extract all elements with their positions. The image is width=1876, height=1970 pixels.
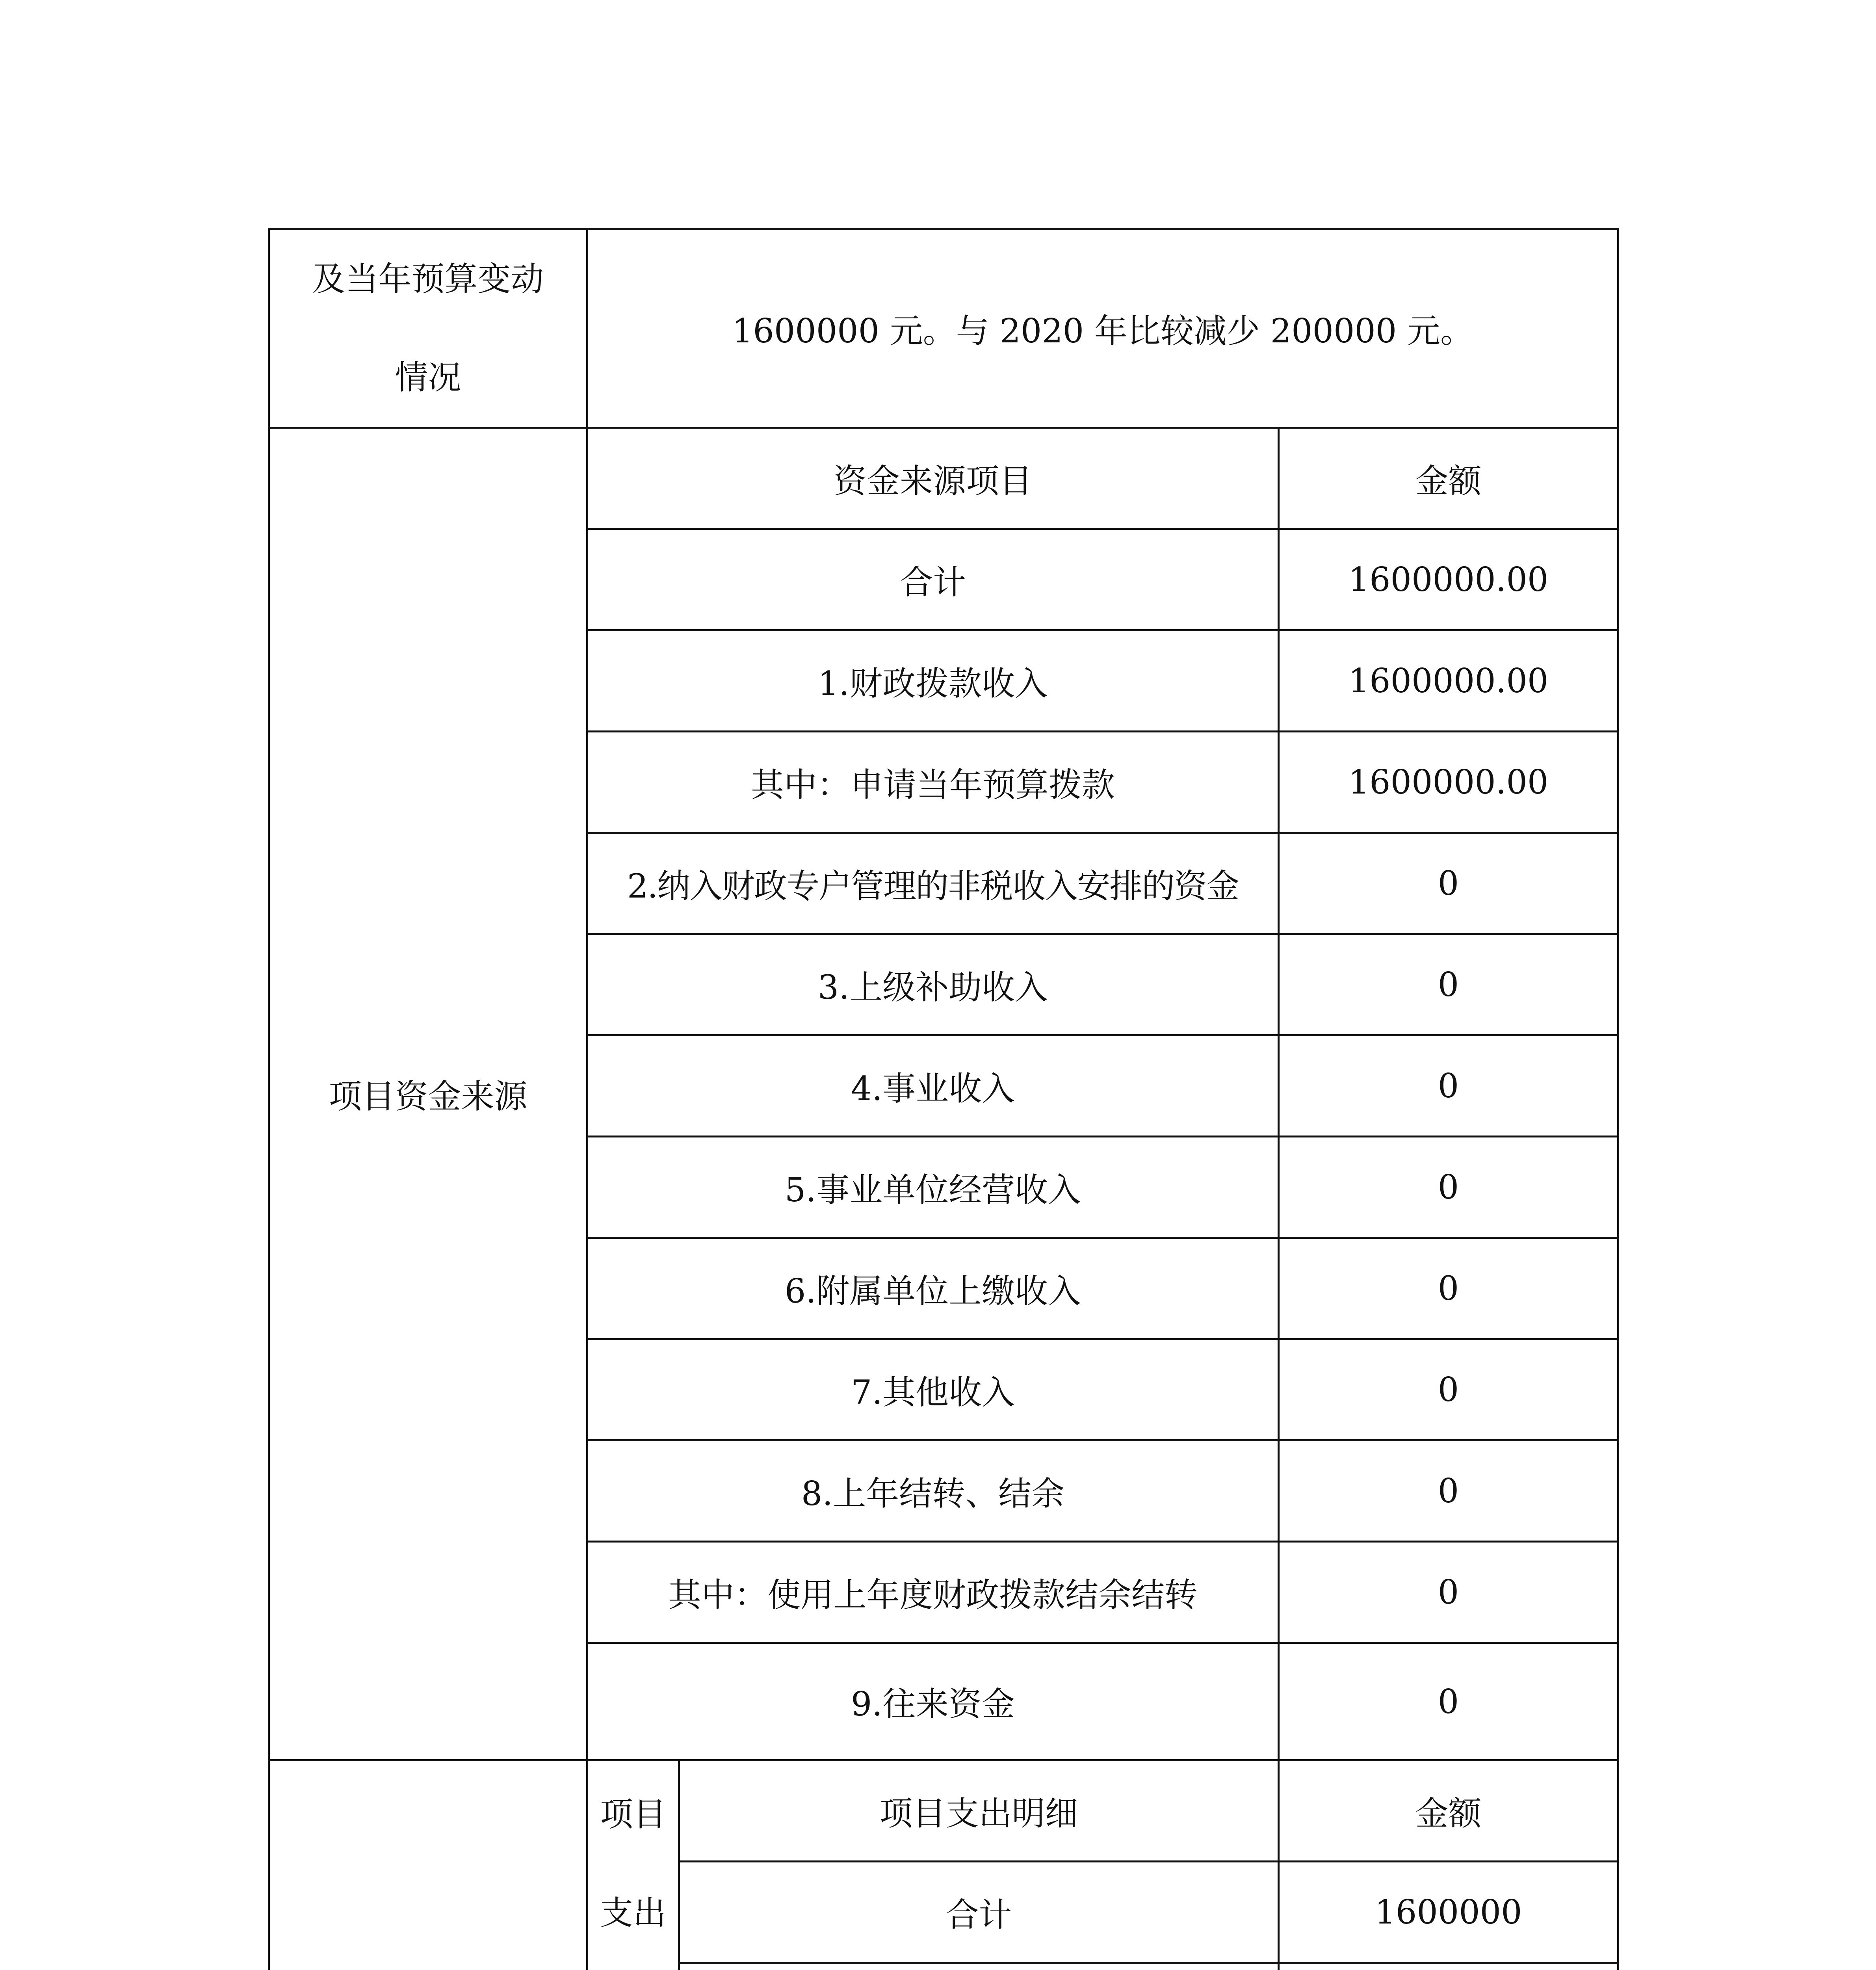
budget-change-label: 及当年预算变动 情况 — [269, 229, 587, 428]
funding-item: 8.上年结转、结余 — [587, 1440, 1279, 1542]
expenditure-sub-label: 项目 支出 — [587, 1760, 679, 1970]
expenditure-item — [679, 1963, 1279, 1970]
expenditure-header-row — [269, 1760, 1618, 1862]
funding-source-label: 项目资金来源 — [269, 428, 587, 1760]
funding-amount: 0 — [1279, 1137, 1618, 1238]
funding-amount: 1600000.00 — [1279, 529, 1618, 630]
funding-amount: 1600000.00 — [1279, 630, 1618, 732]
funding-amount: 1600000.00 — [1279, 732, 1618, 833]
funding-item: 5.事业单位经营收入 — [587, 1137, 1279, 1238]
funding-item: 其中：使用上年度财政拨款结余结转 — [587, 1542, 1279, 1643]
funding-item: 其中：申请当年预算拨款 — [587, 732, 1279, 833]
budget-change-row — [269, 229, 1618, 428]
funding-amount: 0 — [1279, 1643, 1618, 1760]
funding-item: 6.附属单位上缴收入 — [587, 1238, 1279, 1339]
expenditure-item: 合计 — [679, 1862, 1279, 1963]
funding-amount: 0 — [1279, 1440, 1618, 1542]
funding-amount: 0 — [1279, 1339, 1618, 1440]
funding-item: 2.纳入财政专户管理的非税收入安排的资金 — [587, 833, 1279, 934]
funding-item: 4.事业收入 — [587, 1035, 1279, 1137]
budget-change-content: 1600000 元。与 2020 年比较减少 200000 元。 — [587, 229, 1618, 428]
funding-item: 合计 — [587, 529, 1279, 630]
funding-amount: 0 — [1279, 934, 1618, 1035]
expenditure-amount — [1279, 1963, 1618, 1970]
funding-amount: 0 — [1279, 833, 1618, 934]
funding-item: 3.上级补助收入 — [587, 934, 1279, 1035]
funding-amount: 0 — [1279, 1238, 1618, 1339]
expenditure-label — [269, 1760, 587, 1970]
expenditure-amount: 1600000 — [1279, 1862, 1618, 1963]
funding-item: 1.财政拨款收入 — [587, 630, 1279, 732]
funding-header-item: 资金来源项目 — [587, 428, 1279, 529]
funding-amount: 0 — [1279, 1035, 1618, 1137]
expenditure-header-item: 项目支出明细 — [679, 1760, 1279, 1862]
funding-header-amount: 金额 — [1279, 428, 1618, 529]
funding-amount: 0 — [1279, 1542, 1618, 1643]
funding-header-row — [269, 428, 1618, 529]
funding-item: 7.其他收入 — [587, 1339, 1279, 1440]
budget-table — [268, 228, 1619, 1970]
funding-item: 9.往来资金 — [587, 1643, 1279, 1760]
expenditure-header-amount: 金额 — [1279, 1760, 1618, 1862]
